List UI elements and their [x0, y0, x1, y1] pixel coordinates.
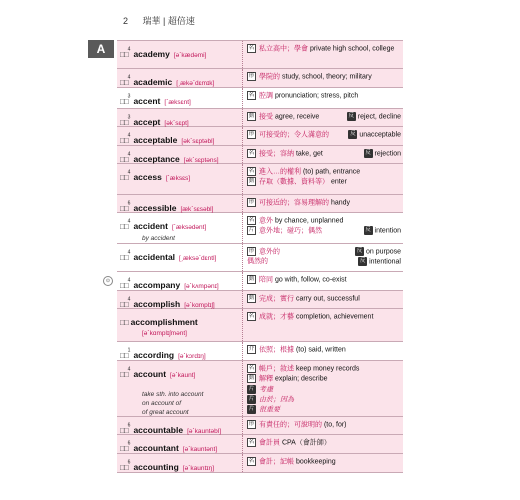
pos-tag-icon: 形 [248, 199, 255, 205]
antonym-text: intentional [369, 258, 401, 266]
level-number: 4 [127, 296, 131, 303]
english-meaning: completion, achievement [295, 313, 374, 321]
checkbox-icon[interactable]: □□ [120, 222, 128, 231]
entry-word-cell [117, 272, 243, 290]
chinese-meaning: 可接近的；容易理解的 [259, 199, 329, 207]
definition-line [247, 364, 401, 374]
phonetic: [ˋæksɛs] [165, 175, 191, 182]
phonetic: [əˋkædəmi] [173, 52, 207, 59]
entry-definition-cell [243, 127, 403, 145]
headword: accounting [133, 462, 179, 472]
english-meaning: pronunciation; stress, pitch [274, 92, 359, 100]
phonetic: [ˋæksədənt] [171, 224, 207, 231]
phrase-tag-icon: 片 [248, 406, 255, 413]
entry-word-cell [117, 88, 243, 108]
definition-line [247, 374, 401, 384]
entry-word-cell [117, 41, 243, 68]
antonym-tag-icon: 反 [365, 150, 371, 156]
vocabulary-table [105, 40, 403, 473]
entry-definition-cell [243, 435, 403, 453]
definition-line [247, 275, 401, 285]
word-entry-row [117, 40, 403, 69]
chinese-meaning: 帳戶；敘述 [259, 365, 294, 373]
pos-tag-icon: 名 [248, 150, 255, 156]
header-title: 瑞華 | 超倍速 [142, 16, 195, 26]
english-meaning: by chance, unplanned [274, 217, 344, 225]
pos-tag-icon: 名 [248, 168, 255, 174]
audio-circle-icon: ⊙ [103, 276, 113, 286]
word-entry-row [117, 361, 403, 417]
pos-tag-icon: 動 [248, 178, 255, 185]
word-entry-row [117, 88, 403, 109]
pos-tag-icon: 名 [248, 45, 255, 51]
checkbox-icon[interactable]: □□ [120, 253, 128, 262]
word-entry-row [117, 69, 403, 88]
checkbox-icon[interactable]: □□ [120, 136, 128, 145]
phrase-meaning: 由於；因為 [259, 396, 294, 404]
chinese-meaning: 成就；才藝 [259, 313, 294, 321]
antonym-tag-icon: 反 [350, 131, 356, 137]
entry-definition-cell [243, 272, 403, 290]
word-line [120, 44, 242, 62]
entry-definition-cell [243, 417, 403, 434]
pos-tag-icon: 動 [248, 295, 255, 301]
entry-definition-cell [243, 244, 403, 271]
english-meaning: bookkeeping [295, 458, 336, 466]
headword: accomplish [133, 299, 181, 309]
word-entry-row [105, 272, 403, 291]
chinese-meaning: 會計；記帳 [259, 458, 294, 466]
entry-word-cell [117, 146, 243, 163]
phonetic: [ækˋsɛsəbl] [180, 206, 214, 213]
headword: accountant [133, 443, 179, 453]
entry-definition-cell [243, 146, 403, 163]
pos-tag-icon: 名 [248, 92, 255, 98]
entry-word-cell [117, 109, 243, 126]
chinese-meaning: 學院的 [259, 73, 280, 81]
definition-line [247, 438, 401, 448]
level-number: 3 [127, 93, 131, 100]
pos-tag-icon: 動 [248, 276, 255, 282]
entry-definition-cell [243, 69, 403, 87]
entry-definition-cell [243, 164, 403, 194]
entry-definition-cell [243, 41, 403, 68]
definition-line [247, 91, 401, 101]
definition-line [247, 149, 401, 159]
chinese-meaning: 依照；根據 [259, 346, 294, 354]
checkbox-icon[interactable]: □□ [120, 463, 128, 472]
checkbox-icon[interactable]: □□ [120, 370, 128, 379]
pos-tag-icon: 名 [248, 365, 255, 371]
entry-word-cell [117, 164, 243, 194]
checkbox-icon[interactable]: □□ [120, 281, 128, 290]
level-number: 4 [127, 46, 131, 53]
checkbox-icon[interactable]: □□ [120, 204, 128, 213]
english-meaning: handy [330, 199, 351, 207]
level-number: 4 [127, 151, 131, 158]
level-number: 4 [127, 132, 131, 139]
word-line [120, 247, 242, 265]
chinese-meaning: 可接受的；令人滿意的 [259, 131, 329, 139]
definition-line [247, 177, 401, 187]
word-line [120, 216, 242, 234]
level-number: 1 [127, 347, 131, 354]
phonetic: [əkˋsɛptəns] [183, 157, 219, 164]
english-meaning: keep money records [295, 365, 360, 373]
chinese-meaning: 接受；容納 [259, 150, 294, 158]
entry-word-cell [117, 195, 243, 212]
antonym-tag-icon: 反 [365, 227, 371, 234]
pos-tag-icon: 形 [248, 248, 255, 254]
phonetic: [əˋkɑmplɪʃmənt] [142, 330, 187, 337]
chinese-meaning: 陪同 [259, 276, 273, 284]
word-entry-row [117, 309, 403, 342]
checkbox-icon[interactable]: □□ [120, 78, 128, 87]
english-meaning: (to, for) [323, 421, 347, 429]
definition-line [247, 112, 401, 122]
level-number: 6 [127, 422, 131, 429]
page-number: 2 [123, 16, 129, 26]
chinese-meaning: 意外 [259, 217, 273, 225]
phrase-example: by accident [142, 235, 175, 242]
headword: acceptance [133, 154, 180, 164]
phrase-example: of great account [142, 409, 189, 416]
antonym-text: rejection [374, 150, 401, 158]
level-number: 3 [127, 114, 131, 121]
word-entry-row [117, 146, 403, 164]
definition-line [247, 44, 401, 54]
chinese-meaning: 存取（數據、資料等） [259, 178, 329, 186]
definition-line [247, 247, 401, 257]
chinese-meaning: 接受 [259, 113, 273, 121]
phonetic: [əkˋsɛptəbl] [181, 138, 215, 145]
chinese-meaning: 腔調 [259, 92, 273, 100]
phonetic: [əˋkaunt] [170, 372, 196, 379]
word-entry-row [117, 127, 403, 146]
headword: according [133, 350, 175, 360]
checkbox-icon[interactable]: □□ [120, 300, 128, 309]
level-number: 4 [127, 169, 131, 176]
word-entry-row [117, 435, 403, 454]
definition-line [247, 226, 401, 236]
phonetic: [əˋkauntɪŋ] [182, 465, 215, 472]
phrase-example: take sth. into account [142, 391, 204, 398]
english-meaning: enter [330, 178, 347, 186]
pos-tag-icon: 形 [248, 73, 255, 79]
antonym [358, 257, 401, 267]
pos-tag-icon: 名 [248, 439, 255, 445]
definition-line [247, 72, 401, 82]
checkbox-icon[interactable]: □□ [120, 97, 128, 106]
pos-tag-icon: 片 [248, 227, 255, 234]
entry-definition-cell [243, 213, 403, 243]
definition-line [247, 257, 401, 267]
definition-line [247, 216, 401, 226]
headword: accessible [133, 203, 177, 213]
chinese-meaning: 意外的 [259, 248, 280, 256]
english-meaning: carry out, successful [295, 295, 360, 303]
checkbox-icon[interactable]: □□ [120, 155, 128, 164]
entry-word-cell [117, 291, 243, 308]
headword: accept [133, 117, 161, 127]
english-meaning: agree, receive [274, 113, 320, 121]
word-entry-row [117, 195, 403, 213]
entry-word-cell [117, 342, 243, 360]
phonetic: [ˏæksəˋdɛntl] [179, 255, 217, 262]
antonym-tag-icon: 反 [359, 258, 366, 265]
definition-line [247, 130, 401, 140]
entry-definition-cell [243, 342, 403, 360]
level-number: 4 [127, 277, 131, 284]
entry-word-cell [117, 435, 243, 453]
word-entry-row [117, 454, 403, 473]
headword: account [133, 369, 167, 379]
entry-definition-cell [243, 454, 403, 472]
checkbox-icon[interactable]: □□ [120, 444, 128, 453]
pos-tag-icon: 名 [248, 313, 255, 319]
entry-definition-cell [243, 195, 403, 212]
antonym [355, 247, 401, 257]
english-meaning: (to) said, written [295, 346, 346, 354]
entry-word-cell [117, 69, 243, 87]
word-line [120, 167, 242, 185]
english-meaning: go with, follow, co-exist [274, 276, 347, 284]
english-meaning: take, get [295, 150, 323, 158]
word-entry-row [117, 164, 403, 195]
level-number: 4 [127, 74, 131, 81]
level-number: 6 [127, 459, 131, 466]
chinese-meaning: 完成；實行 [259, 295, 294, 303]
word-line [120, 91, 242, 109]
antonym-text: unacceptable [359, 131, 401, 139]
phonetic: [əˋkɑmplɪʃ] [184, 302, 215, 309]
level-number: 4 [127, 218, 131, 225]
phrase-meaning-line [247, 385, 401, 395]
entry-word-cell [117, 454, 243, 472]
definition-line [247, 420, 401, 430]
phrase-meaning-line [247, 395, 401, 405]
chinese-meaning: 進入…的權利 [259, 168, 301, 176]
antonym-tag-icon: 反 [348, 113, 355, 119]
entry-word-cell [117, 417, 243, 434]
checkbox-icon[interactable]: □□ [120, 118, 128, 127]
definition-line [247, 198, 401, 208]
word-entry-row [117, 417, 403, 435]
definition-line [247, 312, 401, 322]
entry-word-cell [117, 127, 243, 145]
pos-tag-icon: 形 [248, 421, 255, 427]
english-meaning: (to) path, entrance [302, 168, 361, 176]
pos-tag-icon: 動 [248, 113, 255, 119]
definition-line [247, 294, 401, 304]
headword: academic [133, 77, 173, 87]
pos-tag-icon: 介 [248, 346, 255, 352]
headword: accomplishment [130, 317, 198, 327]
definition-line [247, 457, 401, 467]
pos-tag-icon: 形 [248, 131, 255, 137]
entry-definition-cell [243, 109, 403, 126]
headword: accent [133, 96, 161, 106]
chinese-meaning: 偶然的 [247, 258, 268, 266]
entry-definition-cell [243, 88, 403, 108]
antonym-text: reject, decline [357, 113, 401, 121]
chinese-meaning: 私立高中；學會 [259, 45, 308, 53]
word-line [120, 312, 242, 330]
headword: accountable [133, 425, 184, 435]
antonym [364, 226, 401, 236]
phrase-tag-icon: 片 [248, 385, 255, 392]
phrase-example: on account of [142, 400, 182, 407]
phonetic: [ˏækəˋdɛmɪk] [176, 80, 215, 87]
word-entry-row [117, 213, 403, 244]
pos-tag-icon: 名 [248, 217, 255, 223]
pos-tag-icon: 名 [248, 458, 255, 464]
headword: accidental [133, 252, 176, 262]
entry-definition-cell [243, 361, 403, 416]
entry-word-cell [117, 213, 243, 243]
level-number: 4 [127, 249, 131, 256]
headword: access [133, 172, 162, 182]
antonym [364, 149, 401, 159]
word-line [120, 457, 242, 475]
english-meaning: CPA（會計師） [281, 439, 331, 447]
antonym-text: intention [374, 227, 401, 235]
phonetic: [əˋkʌmpənɪ] [184, 283, 219, 290]
headword: academy [133, 49, 170, 59]
word-entry-row [117, 342, 403, 361]
antonym-tag-icon: 反 [356, 248, 363, 254]
antonym [348, 130, 401, 140]
antonym [347, 112, 401, 122]
english-meaning: private high school, college [309, 45, 395, 53]
level-number: 6 [127, 200, 131, 207]
phrase-meaning: 考慮 [259, 386, 273, 394]
chinese-meaning: 有責任的；可說明的 [259, 421, 322, 429]
chinese-meaning: 意外地；碰巧；偶然 [259, 227, 322, 235]
antonym-text: on purpose [365, 248, 401, 256]
word-line [120, 364, 242, 382]
chinese-meaning: 會計員 [259, 439, 280, 447]
phonetic: [ˋæksɛnt] [164, 99, 191, 106]
headword: accompany [133, 280, 181, 290]
entry-definition-cell [243, 291, 403, 308]
english-meaning: explain; describe [274, 375, 328, 383]
phonetic: [əˋkauntənt] [182, 446, 218, 453]
entry-definition-cell [243, 309, 403, 341]
phonetic: [əkˋsɛpt] [164, 120, 189, 127]
level-number: 6 [127, 440, 131, 447]
word-entry-row [117, 244, 403, 272]
level-number: 4 [127, 366, 131, 373]
chinese-meaning: 解釋 [259, 375, 273, 383]
definition-line [247, 345, 401, 355]
phonetic: [əˋkauntəbl] [187, 428, 222, 435]
english-meaning: study, school, theory; military [281, 73, 372, 81]
word-entry-row [117, 291, 403, 309]
entry-word-cell [117, 244, 243, 271]
checkbox-icon[interactable]: □□ [120, 173, 128, 182]
phonetic: [əˋkɔrdɪŋ] [178, 353, 206, 360]
phrase-meaning-line [247, 405, 401, 415]
checkbox-icon[interactable]: □□ [120, 318, 128, 327]
checkbox-icon[interactable]: □□ [120, 50, 128, 59]
section-tab: A [88, 40, 114, 58]
entry-word-cell [117, 361, 243, 416]
page-header [123, 14, 195, 27]
phrase-meaning: 很重要 [259, 406, 280, 414]
phrase-tag-icon: 片 [248, 396, 255, 403]
word-entry-row [117, 109, 403, 127]
headword: acceptable [133, 135, 178, 145]
entry-word-cell [117, 309, 243, 341]
definition-line [247, 167, 401, 177]
checkbox-icon[interactable]: □□ [120, 351, 128, 360]
checkbox-icon[interactable]: □□ [120, 426, 128, 435]
headword: accident [133, 221, 168, 231]
pos-tag-icon: 動 [248, 375, 255, 382]
